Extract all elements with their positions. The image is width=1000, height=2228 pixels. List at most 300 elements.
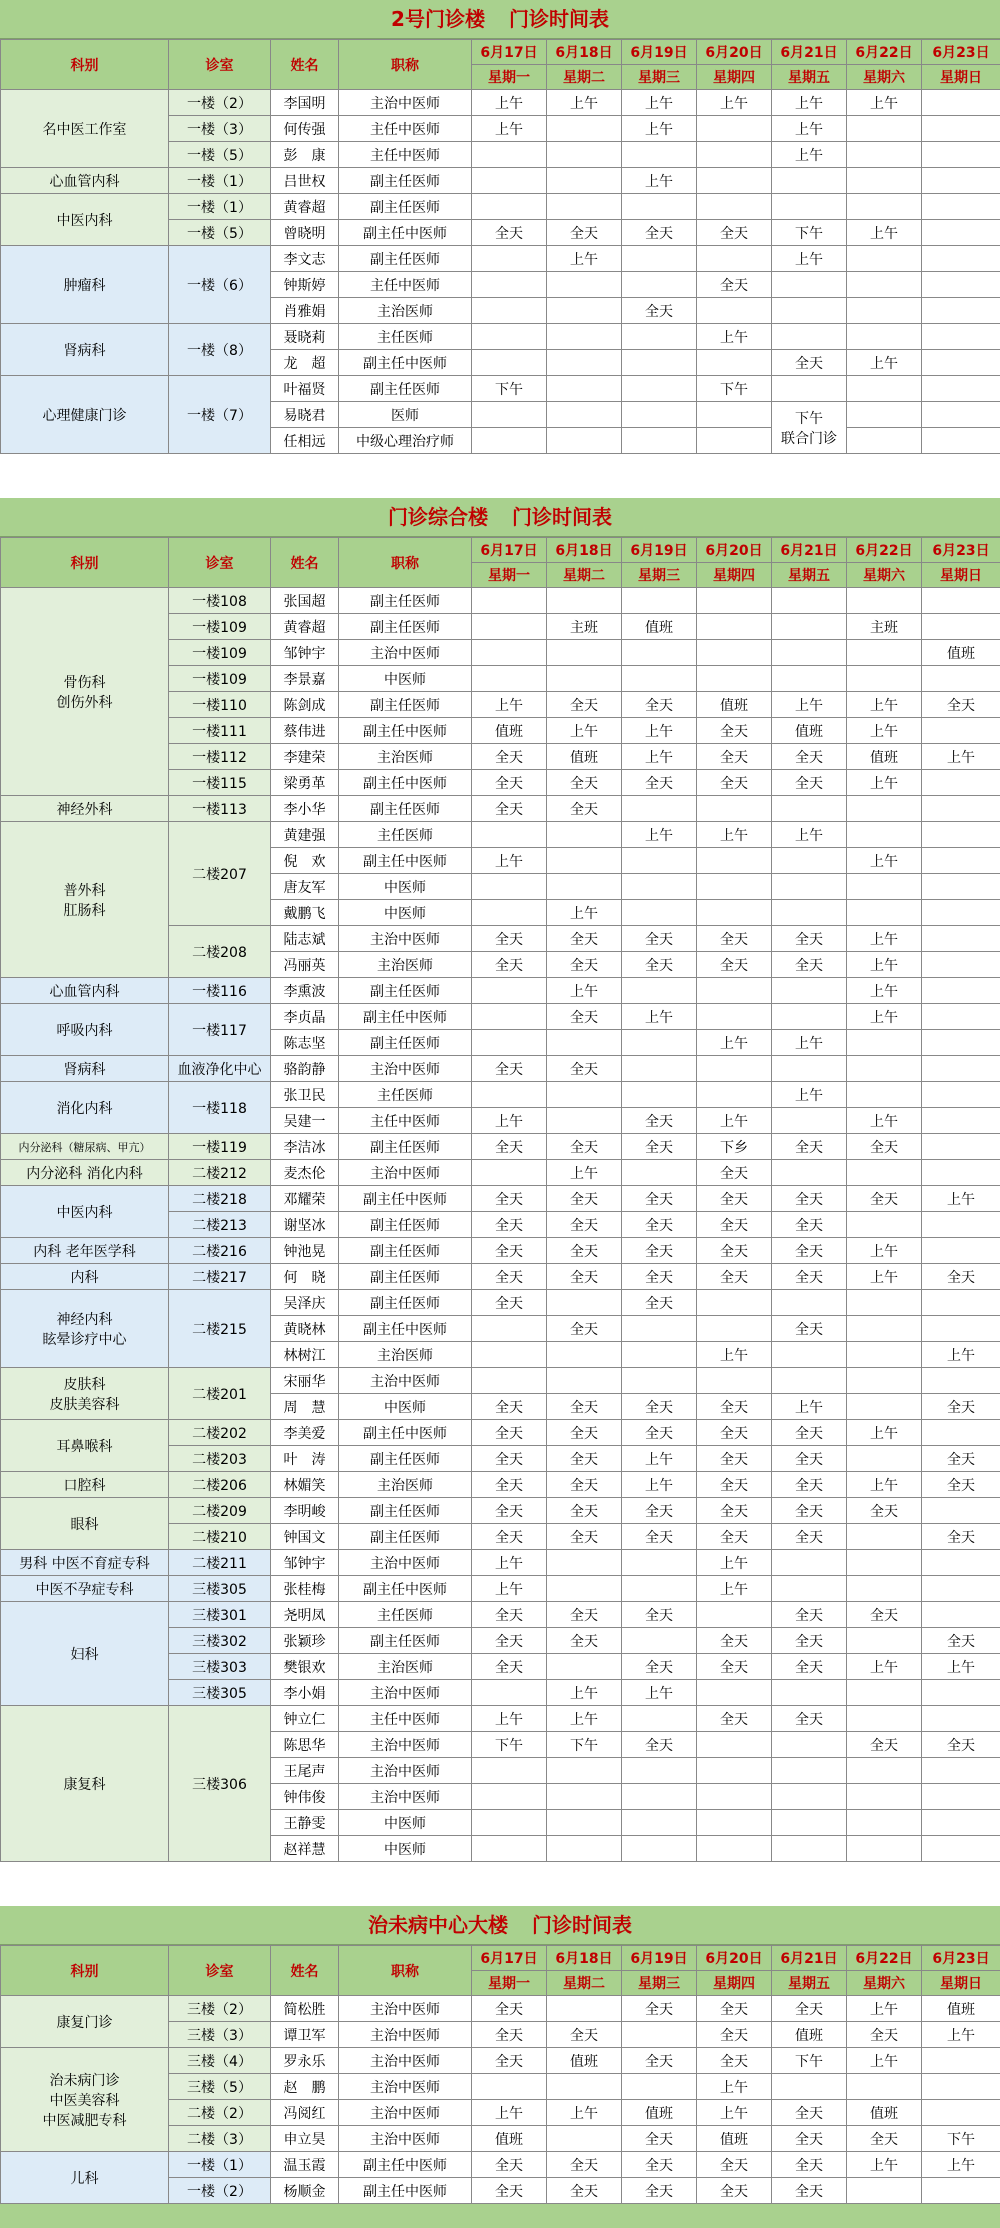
schedule-cell: 值班 (547, 744, 622, 770)
schedule-cell (922, 324, 1000, 350)
doctor-name: 李景嘉 (271, 666, 339, 692)
schedule-cell: 上午 (847, 1108, 922, 1134)
doctor-title: 主治中医师 (339, 1056, 472, 1082)
schedule-cell (472, 822, 547, 848)
schedule-cell (847, 588, 922, 614)
schedule-cell: 上午 (622, 1004, 697, 1030)
schedule-cell (697, 796, 772, 822)
schedule-cell: 全天 (772, 1654, 847, 1680)
schedule-cell: 上午 (472, 1108, 547, 1134)
schedule-cell (847, 1342, 922, 1368)
schedule-cell (847, 1446, 922, 1472)
schedule-cell: 全天 (697, 1212, 772, 1238)
schedule-cell (472, 900, 547, 926)
doctor-title: 副主任医师 (339, 1030, 472, 1056)
schedule-cell: 全天 (547, 1628, 622, 1654)
table-row (1, 194, 1000, 220)
room-cell: 三楼（4） (169, 2048, 271, 2074)
doctor-name: 宋丽华 (271, 1368, 339, 1394)
schedule-cell: 全天 (847, 2126, 922, 2152)
schedule-cell (547, 194, 622, 220)
schedule-cell (547, 822, 622, 848)
schedule-cell: 全天 (622, 692, 697, 718)
schedule-cell: 全天 (772, 1264, 847, 1290)
table-row (1, 1472, 1000, 1498)
doctor-title: 副主任中医师 (339, 220, 472, 246)
schedule-cell (847, 1316, 922, 1342)
schedule-cell: 全天 (547, 770, 622, 796)
schedule-cell: 上午 (472, 1550, 547, 1576)
room-cell: 一楼（1） (169, 2152, 271, 2178)
schedule-cell (472, 666, 547, 692)
schedule-cell: 上午 (847, 220, 922, 246)
doctor-title: 主治医师 (339, 744, 472, 770)
schedule-cell (547, 272, 622, 298)
schedule-cell (697, 1758, 772, 1784)
schedule-cell: 上午 (922, 2022, 1000, 2048)
schedule-cell (772, 168, 847, 194)
schedule-cell: 上午 (922, 1654, 1000, 1680)
schedule-cell (772, 1004, 847, 1030)
schedule-cell (622, 1706, 697, 1732)
department-cell: 中医不孕症专科 (1, 1576, 169, 1602)
schedule-cell (472, 1004, 547, 1030)
schedule-cell (622, 848, 697, 874)
schedule-note: 下午 联合门诊 (772, 402, 847, 454)
schedule-cell (772, 640, 847, 666)
schedule-cell (847, 1576, 922, 1602)
table-row (1, 324, 1000, 350)
schedule-cell (622, 1160, 697, 1186)
schedule-cell (622, 1342, 697, 1368)
schedule-cell: 上午 (772, 692, 847, 718)
schedule-cell (772, 376, 847, 402)
schedule-cell (622, 1628, 697, 1654)
schedule-cell (622, 640, 697, 666)
room-cell: 一楼109 (169, 640, 271, 666)
schedule-cell: 上午 (847, 848, 922, 874)
schedule-cell (472, 246, 547, 272)
schedule-cell: 上午 (472, 2100, 547, 2126)
room-cell: 一楼115 (169, 770, 271, 796)
schedule-cell (922, 1498, 1000, 1524)
schedule-cell: 全天 (622, 1732, 697, 1758)
schedule-cell (922, 666, 1000, 692)
schedule-cell: 上午 (622, 1472, 697, 1498)
doctor-title: 副主任医师 (339, 1524, 472, 1550)
doctor-name: 周 慧 (271, 1394, 339, 1420)
schedule-cell (622, 194, 697, 220)
header-date: 6月17日 (472, 538, 547, 563)
building-name: 2号门诊楼 (391, 7, 485, 31)
schedule-cell (697, 1680, 772, 1706)
doctor-title: 副主任中医师 (339, 2152, 472, 2178)
schedule-cell (547, 298, 622, 324)
section-label: 门诊时间表 (509, 7, 609, 31)
schedule-cell (922, 1160, 1000, 1186)
department-cell: 妇科 (1, 1602, 169, 1706)
header-date: 6月19日 (622, 40, 697, 65)
table-row (1, 1602, 1000, 1628)
department-cell: 中医内科 (1, 194, 169, 246)
schedule-cell (847, 666, 922, 692)
schedule-cell: 全天 (697, 1160, 772, 1186)
schedule-cell (847, 298, 922, 324)
header-date: 6月18日 (547, 40, 622, 65)
schedule-cell (922, 978, 1000, 1004)
header-date: 6月17日 (472, 40, 547, 65)
schedule-cell: 上午 (697, 2074, 772, 2100)
header-date: 6月23日 (922, 538, 1000, 563)
doctor-name: 李小华 (271, 796, 339, 822)
schedule-cell: 上午 (472, 1576, 547, 1602)
schedule-cell (847, 2074, 922, 2100)
schedule-cell (847, 640, 922, 666)
doctor-title: 主治中医师 (339, 1160, 472, 1186)
department-cell: 内科 老年医学科 (1, 1238, 169, 1264)
schedule-cell: 全天 (622, 1420, 697, 1446)
department-cell: 内分泌科（糖尿病、甲亢） (1, 1134, 169, 1160)
header-weekday: 星期二 (547, 563, 622, 588)
schedule-cell: 上午 (847, 692, 922, 718)
room-cell: 二楼209 (169, 1498, 271, 1524)
doctor-title: 主治中医师 (339, 926, 472, 952)
schedule-cell: 上午 (847, 1238, 922, 1264)
doctor-name: 戴鹏飞 (271, 900, 339, 926)
schedule-cell: 全天 (547, 2178, 622, 2204)
header-weekday: 星期六 (847, 563, 922, 588)
header-title: 职称 (339, 538, 472, 588)
doctor-name: 黄建强 (271, 822, 339, 848)
schedule-cell (922, 1290, 1000, 1316)
schedule-cell (847, 1524, 922, 1550)
schedule-cell: 全天 (472, 2022, 547, 2048)
room-cell: 一楼（3） (169, 116, 271, 142)
schedule-cell: 上午 (772, 116, 847, 142)
doctor-title: 副主任医师 (339, 376, 472, 402)
doctor-title: 中医师 (339, 874, 472, 900)
schedule-cell (922, 428, 1000, 454)
doctor-title: 主治中医师 (339, 1996, 472, 2022)
schedule-cell (922, 1004, 1000, 1030)
doctor-name: 吕世权 (271, 168, 339, 194)
schedule-cell: 全天 (922, 1446, 1000, 1472)
schedule-cell (547, 848, 622, 874)
doctor-name: 钟国文 (271, 1524, 339, 1550)
doctor-title: 副主任医师 (339, 1290, 472, 1316)
schedule-cell: 全天 (772, 1706, 847, 1732)
doctor-name: 黄晓林 (271, 1316, 339, 1342)
schedule-cell: 下午 (472, 376, 547, 402)
schedule-cell: 全天 (697, 1996, 772, 2022)
doctor-title: 主任中医师 (339, 1706, 472, 1732)
schedule-cell (622, 874, 697, 900)
doctor-name: 邹钟宇 (271, 640, 339, 666)
schedule-cell: 全天 (547, 1394, 622, 1420)
schedule-cell (472, 350, 547, 376)
schedule-cell: 全天 (772, 926, 847, 952)
schedule-cell: 全天 (697, 2178, 772, 2204)
doctor-name: 温玉霞 (271, 2152, 339, 2178)
schedule-cell (922, 874, 1000, 900)
schedule-cell (847, 1784, 922, 1810)
schedule-cell (697, 900, 772, 926)
department-cell: 中医内科 (1, 1186, 169, 1238)
schedule-cell: 全天 (697, 952, 772, 978)
doctor-name: 龙 超 (271, 350, 339, 376)
schedule-cell: 全天 (547, 1134, 622, 1160)
schedule-cell (922, 614, 1000, 640)
doctor-title: 中级心理治疗师 (339, 428, 472, 454)
room-cell: 三楼（5） (169, 2074, 271, 2100)
schedule-cell (847, 1290, 922, 1316)
schedule-cell (772, 1290, 847, 1316)
doctor-name: 肖雅娟 (271, 298, 339, 324)
doctor-title: 副主任中医师 (339, 1004, 472, 1030)
schedule-cell: 全天 (772, 1420, 847, 1446)
schedule-cell: 全天 (547, 2022, 622, 2048)
schedule-cell (472, 1082, 547, 1108)
schedule-cell (697, 978, 772, 1004)
schedule-cell: 全天 (772, 1446, 847, 1472)
room-cell: 血液净化中心 (169, 1056, 271, 1082)
doctor-title: 副主任中医师 (339, 1316, 472, 1342)
schedule-cell (472, 2074, 547, 2100)
schedule-cell: 下乡 (697, 1134, 772, 1160)
schedule-cell (472, 1342, 547, 1368)
doctor-name: 林树江 (271, 1342, 339, 1368)
schedule-cell (547, 1758, 622, 1784)
schedule-cell (547, 428, 622, 454)
schedule-cell: 上午 (547, 1706, 622, 1732)
schedule-cell: 全天 (472, 1238, 547, 1264)
schedule-cell (922, 350, 1000, 376)
schedule-cell (472, 588, 547, 614)
department-cell: 皮肤科 皮肤美容科 (1, 1368, 169, 1420)
schedule-cell: 值班 (547, 2048, 622, 2074)
doctor-name: 张颖珍 (271, 1628, 339, 1654)
doctor-title: 副主任医师 (339, 194, 472, 220)
room-cell: 一楼109 (169, 666, 271, 692)
schedule-cell (847, 900, 922, 926)
doctor-title: 主治中医师 (339, 640, 472, 666)
schedule-cell: 全天 (847, 2022, 922, 2048)
schedule-cell (472, 168, 547, 194)
header-weekday: 星期日 (922, 563, 1000, 588)
schedule-cell (697, 194, 772, 220)
doctor-name: 黄睿超 (271, 614, 339, 640)
department-cell: 儿科 (1, 2152, 169, 2204)
schedule-cell (922, 246, 1000, 272)
schedule-cell (697, 428, 772, 454)
schedule-cell: 全天 (772, 1134, 847, 1160)
schedule-cell (547, 1576, 622, 1602)
schedule-cell: 全天 (697, 1628, 772, 1654)
schedule-cell (472, 640, 547, 666)
schedule-cell: 全天 (547, 926, 622, 952)
building-name: 治未病中心大楼 (368, 1913, 508, 1937)
doctor-name: 倪 欢 (271, 848, 339, 874)
schedule-cell: 上午 (622, 168, 697, 194)
schedule-cell: 全天 (922, 1524, 1000, 1550)
schedule-cell (847, 2178, 922, 2204)
schedule-cell: 全天 (547, 220, 622, 246)
doctor-title: 副主任医师 (339, 1212, 472, 1238)
schedule-cell: 下午 (697, 376, 772, 402)
doctor-name: 钟池晃 (271, 1238, 339, 1264)
schedule-cell (622, 402, 697, 428)
doctor-name: 罗永乐 (271, 2048, 339, 2074)
room-cell: 一楼（6） (169, 246, 271, 324)
room-cell: 三楼306 (169, 1706, 271, 1862)
schedule-cell (772, 874, 847, 900)
schedule-cell: 上午 (547, 2100, 622, 2126)
schedule-cell: 全天 (547, 1446, 622, 1472)
schedule-cell (922, 90, 1000, 116)
schedule-cell (697, 666, 772, 692)
schedule-cell: 上午 (622, 90, 697, 116)
schedule-cell: 上午 (697, 90, 772, 116)
schedule-cell (697, 1368, 772, 1394)
department-cell: 心血管内科 (1, 168, 169, 194)
schedule-cell: 全天 (472, 1628, 547, 1654)
schedule-cell (772, 1732, 847, 1758)
doctor-name: 李建荣 (271, 744, 339, 770)
doctor-title: 中医师 (339, 1810, 472, 1836)
schedule-cell: 上午 (622, 822, 697, 848)
header-weekday: 星期二 (547, 1971, 622, 1996)
doctor-title: 医师 (339, 402, 472, 428)
table-row (1, 1420, 1000, 1446)
schedule-cell (697, 1004, 772, 1030)
schedule-cell (547, 2074, 622, 2100)
schedule-cell: 上午 (847, 1654, 922, 1680)
header-weekday: 星期三 (622, 563, 697, 588)
header-weekday: 星期六 (847, 1971, 922, 1996)
schedule-cell (922, 1316, 1000, 1342)
doctor-title: 中医师 (339, 666, 472, 692)
schedule-cell: 值班 (697, 692, 772, 718)
schedule-cell: 全天 (547, 1056, 622, 1082)
schedule-cell: 上午 (697, 1030, 772, 1056)
doctor-title: 主治医师 (339, 1342, 472, 1368)
schedule-cell (772, 1342, 847, 1368)
schedule-cell (772, 272, 847, 298)
department-cell: 口腔科 (1, 1472, 169, 1498)
schedule-cell: 全天 (472, 220, 547, 246)
schedule-cell (922, 272, 1000, 298)
schedule-cell (847, 1368, 922, 1394)
schedule-cell (472, 1030, 547, 1056)
schedule-cell: 全天 (622, 1186, 697, 1212)
room-cell: 一楼（5） (169, 220, 271, 246)
schedule-cell: 上午 (922, 1186, 1000, 1212)
schedule-cell: 值班 (922, 640, 1000, 666)
schedule-cell: 上午 (922, 2152, 1000, 2178)
schedule-cell: 上午 (847, 1264, 922, 1290)
section-spacer (0, 1862, 1000, 1884)
room-cell: 一楼（8） (169, 324, 271, 376)
schedule-cell: 下午 (472, 1732, 547, 1758)
schedule-cell: 全天 (922, 692, 1000, 718)
schedule-cell (697, 168, 772, 194)
schedule-cell (547, 402, 622, 428)
schedule-cell (922, 1758, 1000, 1784)
schedule-cell (847, 1550, 922, 1576)
schedule-cell (772, 194, 847, 220)
schedule-cell (547, 1368, 622, 1394)
header-name: 姓名 (271, 538, 339, 588)
schedule-cell: 上午 (772, 1082, 847, 1108)
header-weekday: 星期一 (472, 1971, 547, 1996)
header-weekday: 星期一 (472, 563, 547, 588)
schedule-cell (622, 1550, 697, 1576)
schedule-cell: 全天 (622, 2152, 697, 2178)
schedule-cell (922, 1706, 1000, 1732)
schedule-cell: 全天 (472, 1186, 547, 1212)
doctor-name: 李美爱 (271, 1420, 339, 1446)
doctor-title: 副主任中医师 (339, 848, 472, 874)
department-cell: 肾病科 (1, 324, 169, 376)
room-cell: 二楼（2） (169, 2100, 271, 2126)
schedule-cell: 全天 (547, 1472, 622, 1498)
schedule-cell: 全天 (697, 1238, 772, 1264)
schedule-cell: 全天 (847, 1134, 922, 1160)
schedule-cell (922, 1576, 1000, 1602)
doctor-name: 樊银欢 (271, 1654, 339, 1680)
table-row (1, 1004, 1000, 1030)
header-dept: 科别 (1, 40, 169, 90)
schedule-cell (772, 1160, 847, 1186)
schedule-cell (697, 142, 772, 168)
doctor-title: 主治中医师 (339, 1784, 472, 1810)
doctor-title: 主治医师 (339, 952, 472, 978)
schedule-cell: 全天 (772, 1524, 847, 1550)
schedule-cell: 上午 (697, 324, 772, 350)
doctor-name: 钟伟俊 (271, 1784, 339, 1810)
schedule-cell (772, 796, 847, 822)
schedule-cell (472, 1160, 547, 1186)
schedule-cell (922, 1784, 1000, 1810)
header-row-dates (1, 538, 1000, 563)
department-cell: 内科 (1, 1264, 169, 1290)
doctor-title: 副主任中医师 (339, 718, 472, 744)
schedule-cell (772, 848, 847, 874)
schedule-cell (772, 900, 847, 926)
doctor-title: 主任中医师 (339, 1108, 472, 1134)
header-weekday: 星期三 (622, 1971, 697, 1996)
schedule-cell: 全天 (772, 2178, 847, 2204)
doctor-name: 李小娟 (271, 1680, 339, 1706)
schedule-cell: 全天 (547, 1420, 622, 1446)
table-row (1, 1550, 1000, 1576)
schedule-cell (547, 640, 622, 666)
schedule-cell: 上午 (847, 1472, 922, 1498)
schedule-cell (847, 1810, 922, 1836)
schedule-cell (472, 978, 547, 1004)
schedule-cell: 全天 (697, 1264, 772, 1290)
table-row (1, 1056, 1000, 1082)
schedule-cell: 主班 (847, 614, 922, 640)
schedule-cell: 全天 (772, 952, 847, 978)
doctor-name: 彭 康 (271, 142, 339, 168)
doctor-name: 梁勇革 (271, 770, 339, 796)
schedule-cell (622, 978, 697, 1004)
room-cell: 一楼112 (169, 744, 271, 770)
schedule-cell: 全天 (772, 1628, 847, 1654)
schedule-cell (922, 2178, 1000, 2204)
schedule-cell (622, 1758, 697, 1784)
